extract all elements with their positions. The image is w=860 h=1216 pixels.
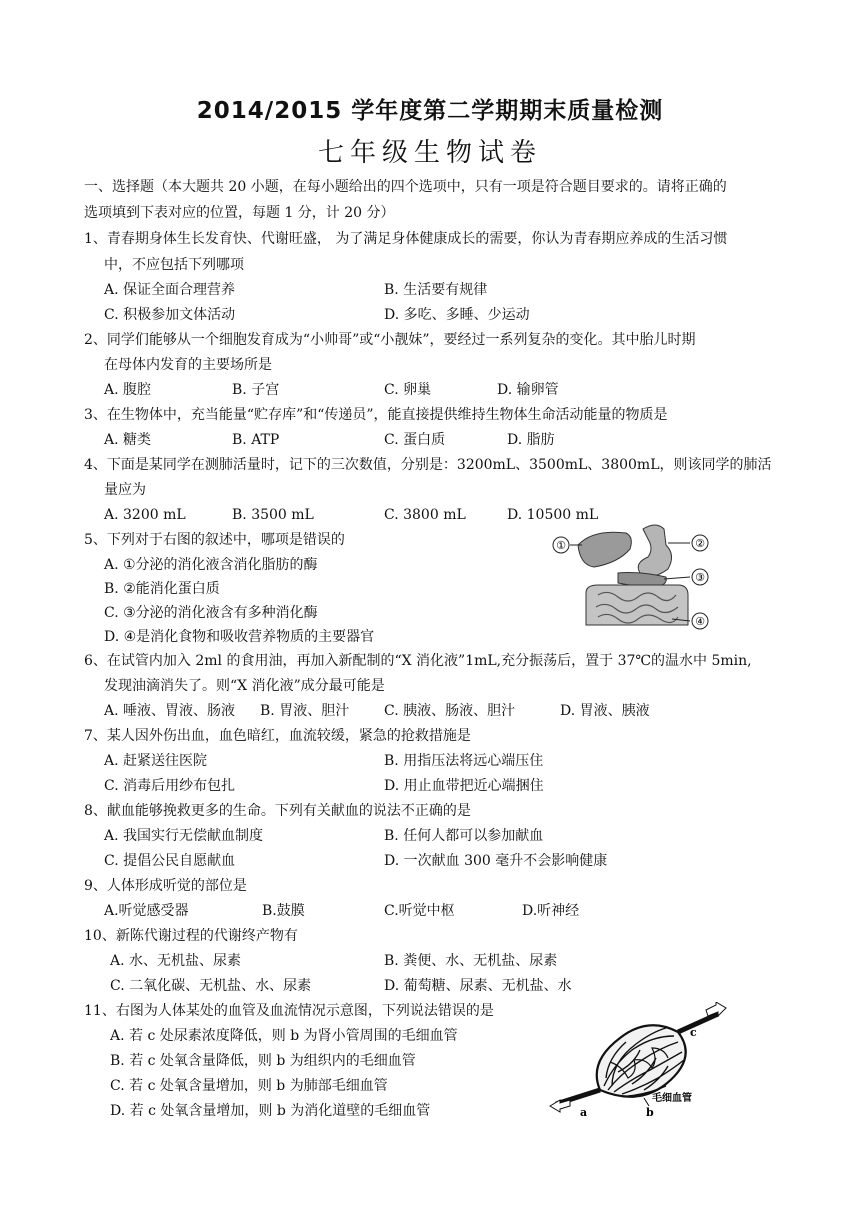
question-1-stem: 1、青春期身体生长发育快、代谢旺盛， 为了满足身体健康成长的需要，你认为青春期应养成的生活习惯 <box>84 231 728 247</box>
question-2-option-b: B. 子宫 <box>232 382 280 398</box>
question-4-option-a: A. 3200 mL <box>104 507 186 523</box>
question-1-option-a: A. 保证全面合理营养 <box>104 282 236 298</box>
question-2-option-d: D. 输卵管 <box>497 382 559 398</box>
question-1-option-c: C. 积极参加文体活动 <box>104 307 236 323</box>
capillary-label-b: b <box>646 1106 654 1119</box>
section-instructions-line2: 选项填到下表对应的位置，每题 1 分，计 20 分） <box>84 205 395 221</box>
question-3-stem: 3、在生物体中，充当能量“贮存库”和“传递员”，能直接提供维持生物体生命活动能量的物质是 <box>84 407 668 423</box>
question-9-option-c: C.听觉中枢 <box>384 903 455 919</box>
question-6-stem: 6、在试管内加入 2ml 的食用油，再加入新配制的“X 消化液”1mL,充分振荡后，置于 37℃的温水中 5min, <box>84 653 752 669</box>
question-11-option-b: B. 若 c 处氧含量降低，则 b 为组织内的毛细血管 <box>110 1053 416 1069</box>
digestive-label-2: ② <box>695 537 705 550</box>
question-7-option-d: D. 用止血带把近心端捆住 <box>384 778 544 794</box>
question-2-option-a: A. 腹腔 <box>104 382 152 398</box>
question-2-stem: 2、同学们能够从一个细胞发育成为“小帅哥”或“小靓妹”，要经过一系列复杂的变化。其中胎儿时期 <box>84 332 696 348</box>
question-11-option-c: C. 若 c 处氧含量增加，则 b 为肺部毛细血管 <box>110 1078 388 1094</box>
question-5-stem: 5、下列对于右图的叙述中，哪项是错误的 <box>84 532 345 548</box>
question-1-stem-cont: 中，不应包括下列哪项 <box>104 257 244 273</box>
question-6-option-a: A. 唾液、胃液、肠液 <box>104 703 236 719</box>
digestive-label-3: ③ <box>695 571 705 584</box>
question-7-option-b: B. 用指压法将远心端压住 <box>384 753 544 769</box>
question-8-option-c: C. 提倡公民自愿献血 <box>104 853 236 869</box>
question-5-option-d: D. ④是消化食物和吸收营养物质的主要器官 <box>104 629 375 645</box>
question-11-option-d: D. 若 c 处氧含量增加，则 b 为消化道壁的毛细血管 <box>110 1103 431 1119</box>
question-6-option-c: C. 胰液、肠液、胆汁 <box>384 703 516 719</box>
question-10-option-a: A. 水、无机盐、尿素 <box>110 953 242 969</box>
question-10-option-c: C. 二氧化碳、无机盐、水、尿素 <box>110 978 312 994</box>
question-2-stem-cont: 在母体内发育的主要场所是 <box>104 357 272 373</box>
question-7-option-a: A. 赶紧送往医院 <box>104 753 208 769</box>
exam-subtitle: 七年级生物试卷 <box>317 138 542 168</box>
capillary-caption: 毛细血管 <box>652 1093 692 1104</box>
capillary-label-a: a <box>580 1106 588 1119</box>
question-6-option-d: D. 胃液、胰液 <box>560 703 650 719</box>
question-3-option-c: C. 蛋白质 <box>384 432 446 448</box>
question-5-option-c: C. ③分泌的消化液含有多种消化酶 <box>104 605 318 621</box>
question-2-option-c: C. 卵巢 <box>384 382 432 398</box>
section-instructions-line1: 一、选择题（本大题共 20 小题，在每小题给出的四个选项中，只有一项是符合题目要求的。请将正确的 <box>84 179 727 195</box>
question-5-option-a: A. ①分泌的消化液含消化脂肪的酶 <box>104 557 318 573</box>
question-6-option-b: B. 胃液、胆汁 <box>260 703 350 719</box>
stomach-shape <box>638 525 671 576</box>
question-6-stem-cont: 发现油滴消失了。则“X 消化液”成分最可能是 <box>104 678 385 694</box>
question-9-option-a: A.听觉感受器 <box>104 903 189 919</box>
liver-shape <box>578 532 631 567</box>
question-7-stem: 7、某人因外伤出血，血色暗红，血流较缓，紧急的抢救措施是 <box>84 728 471 744</box>
question-10-option-d: D. 葡萄糖、尿素、无机盐、水 <box>384 978 572 994</box>
question-8-option-b: B. 任何人都可以参加献血 <box>384 828 544 844</box>
question-7-option-c: C. 消毒后用纱布包扎 <box>104 778 236 794</box>
question-9-option-d: D.听神经 <box>522 903 580 919</box>
question-11-stem: 11、右图为人体某处的血管及血流情况示意图，下列说法错误的是 <box>84 1003 494 1019</box>
question-4-stem-cont: 量应为 <box>104 482 146 498</box>
question-9-option-b: B.鼓膜 <box>262 903 305 919</box>
question-8-option-d: D. 一次献血 300 毫升不会影响健康 <box>384 853 608 869</box>
question-5-option-b: B. ②能消化蛋白质 <box>104 581 220 597</box>
question-3-option-a: A. 糖类 <box>104 432 152 448</box>
question-1-option-d: D. 多吃、多睡、少运动 <box>384 307 530 323</box>
exam-title: 2014/2015 学年度第二学期期末质量检测 <box>196 98 664 124</box>
question-3-option-d: D. 脂肪 <box>507 432 555 448</box>
question-8-option-a: A. 我国实行无偿献血制度 <box>104 828 264 844</box>
question-11-option-a: A. 若 c 处尿素浓度降低，则 b 为肾小管周围的毛细血管 <box>110 1028 458 1044</box>
question-3-option-b: B. ATP <box>232 432 280 448</box>
question-4-option-d: D. 10500 mL <box>507 507 599 523</box>
question-9-stem: 9、人体形成听觉的部位是 <box>84 878 247 894</box>
question-10-stem: 10、新陈代谢过程的代谢终产物有 <box>84 928 298 944</box>
question-4-option-c: C. 3800 mL <box>384 507 466 523</box>
digestive-label-1: ① <box>556 539 566 552</box>
capillary-label-c: c <box>690 1026 697 1039</box>
question-1-option-b: B. 生活要有规律 <box>384 282 488 298</box>
digestive-label-4: ④ <box>695 615 705 628</box>
digestive-system-figure <box>548 515 718 635</box>
question-8-stem: 8、献血能够挽救更多的生命。下列有关献血的说法不正确的是 <box>84 803 471 819</box>
capillary-figure <box>548 1002 728 1120</box>
flow-in-arrow-icon <box>550 1100 570 1112</box>
question-4-option-b: B. 3500 mL <box>232 507 314 523</box>
question-4-stem: 4、下面是某同学在测肺活量时，记下的三次数值，分别是：3200mL、3500mL、3800mL，则该同学的肺活 <box>84 457 772 473</box>
question-10-option-b: B. 粪便、水、无机盐、尿素 <box>384 953 558 969</box>
